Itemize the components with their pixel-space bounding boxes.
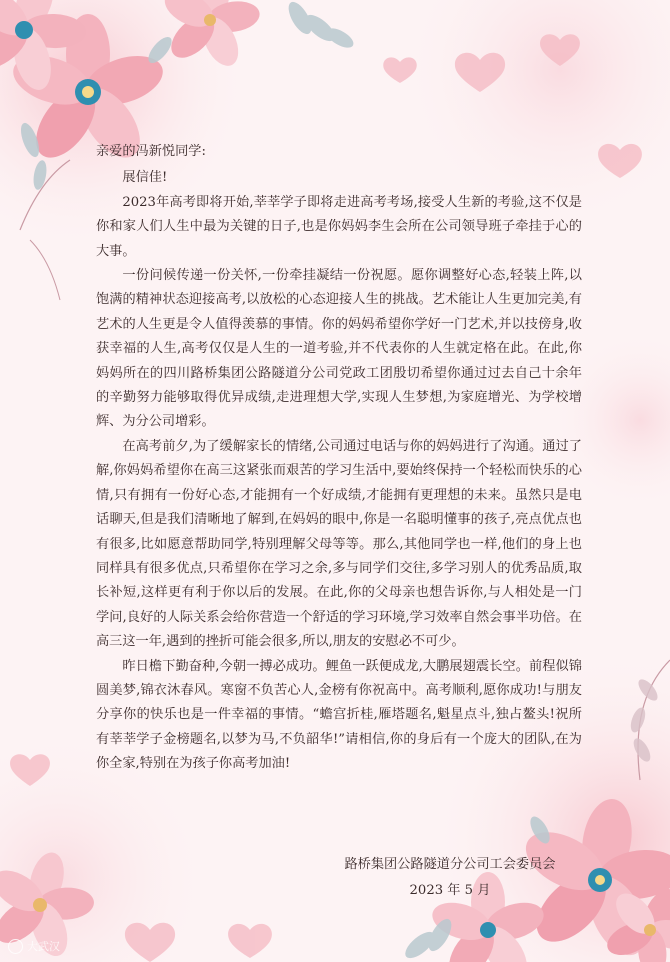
letter-date: 2023 年 5 月 xyxy=(409,883,491,898)
letter-body xyxy=(96,140,582,777)
letter-paragraph: 在高考前夕,为了缓解家长的情绪,公司通过电话与你的妈妈进行了沟通。通过了解,你妈妈希望你在高三这紧张而艰苦的学习生活中,要始终保持一个轻松而快乐的心情,只有拥有一份好心态,才能拥有一个好成绩,才能拥有更理想的未来。虽然只是电话聊天,但是我们清晰地了解到,在妈妈的眼中,你是一名聪明懂事的孩子,亮点优点也有很多,比如愿意帮助同学,特别理解父母等等。那么,其他同学也一样,他们的身上也同样具有很多优点,只希望你在学习之余,多与同学们交往,多学习别人的优秀品质,取长补短,这样更有利于你以后的发展。在此,你的父母亲也想告诉你,与人相处是一门学问,良好的人际关系会给你营造一个舒适的学习环境,学习效率自然会事半功倍。在高三这一年,遇到的挫折可能会很多,所以,朋友的安慰必不可少。 xyxy=(96,438,582,650)
watermark-logo-icon xyxy=(8,939,23,954)
source-watermark xyxy=(8,938,60,954)
letter-greeting: 展信佳! xyxy=(122,170,168,186)
letter-paragraph: 一份问候传递一份关怀,一份牵挂凝结一份祝愿。愿你调整好心态,轻装上阵,以饱满的精神状态迎接高考,以放松的心态迎接人生的挑战。艺术能让人生更加完美,有艺术的人生更是令人值得羡慕的事情。你的妈妈希望你学好一门艺术,并以技傍身,收获幸福的人生,高考仅仅是人生的一道考验,并不代表你的人生就定格在此。在此,你妈妈所在的四川路桥集团公路隧道分公司党政工团殷切希望你通过过去自己十余年的辛勤努力能够取得优异成绩,走进理想大学,实现人生梦想,为家庭增光、为学校增辉、为分公司增彩。 xyxy=(96,268,582,430)
letter-paragraph: 2023年高考即将开始,莘莘学子即将走进高考考场,接受人生新的考验,这不仅是你和家人们人生中最为关键的日子,也是你妈妈李生会所在公司领导班子牵挂于心的大事。 xyxy=(96,194,582,259)
letter-signature: 路桥集团公路隧道分公司工会委员会 xyxy=(344,857,556,872)
letter-signature-block xyxy=(330,852,570,904)
letter-salutation: 亲爱的冯新悦同学: xyxy=(96,144,206,159)
letter-paragraph: 昨日檐下勤奋种,今朝一搏必成功。鲤鱼一跃便成龙,大鹏展翅震长空。前程似锦圆美梦,锦衣沐春风。寒窗不负苦心人,金榜有你祝高中。高考顺利,愿你成功!与朋友分享你的快乐也是一件幸福的事情。“蟾宫折桂,雁塔题名,魁星点斗,独占鳌头!祝所有莘莘学子金榜题名,以梦为马,不负韶华!”请相信,你的身后有一个庞大的团队,在为你全家,特别在为孩子你高考加油! xyxy=(96,658,582,772)
watermark-text: 大武汉 xyxy=(27,940,60,953)
